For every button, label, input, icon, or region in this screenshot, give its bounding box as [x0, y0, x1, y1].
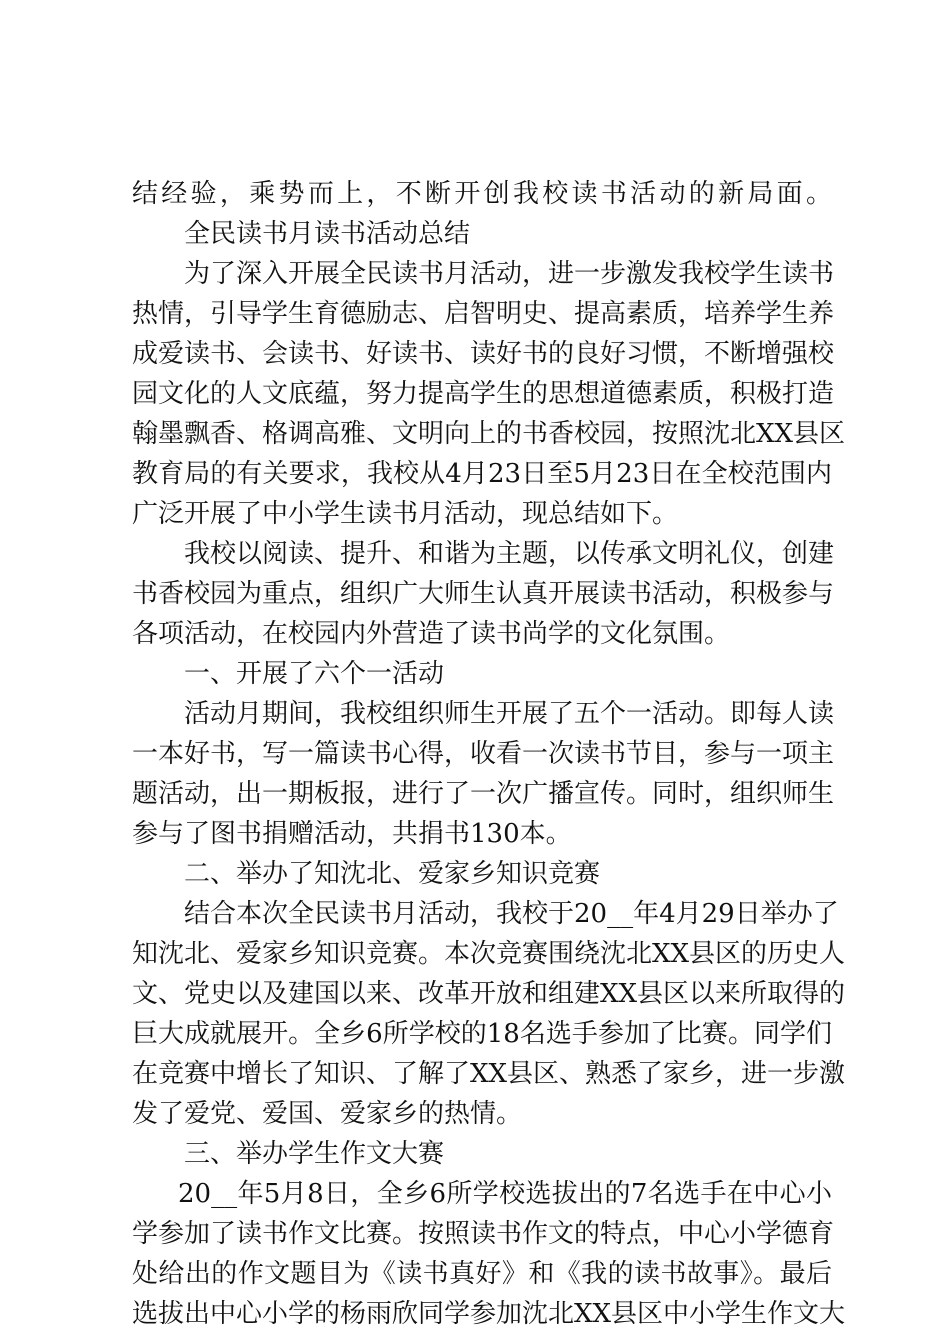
section-title: 全民读书月读书活动总结	[184, 219, 471, 249]
text-line: 发了爱党、爱国、爱家乡的热情。	[132, 1099, 523, 1129]
text-line: 参与了图书捐赠活动，共捐书130本。	[132, 819, 572, 849]
text-line: 教育局的有关要求，我校从4月23日至5月23日在全校范围内	[132, 459, 832, 489]
text-line: 文、党史以及建国以来、改革开放和组建XX县区以来所取得的	[132, 979, 846, 1009]
text-line: 广泛开展了中小学生读书月活动，现总结如下。	[132, 499, 679, 529]
text-line: 选拔出中心小学的杨雨欣同学参加沈北XX县区中小学生作文大	[132, 1299, 846, 1329]
text-line: 各项活动，在校园内外营造了读书尚学的文化氛围。	[132, 619, 731, 649]
text-line: 为了深入开展全民读书月活动，进一步激发我校学生读书	[184, 259, 835, 289]
text-line: 知沈北、爱家乡知识竞赛。本次竞赛围绕沈北XX县区的历史人	[132, 939, 846, 969]
text-line: 活动月期间，我校组织师生开展了五个一活动。即每人读	[184, 699, 835, 729]
text-line: 热情，引导学生育德励志、启智明史、提高素质，培养学生养	[132, 299, 835, 329]
section-heading: 二、举办了知沈北、爱家乡知识竞赛	[184, 859, 601, 889]
section-heading: 一、开展了六个一活动	[184, 659, 445, 689]
text-line: 成爱读书、会读书、好读书、读好书的良好习惯，不断增强校	[132, 339, 835, 369]
text-line: 在竞赛中增长了知识、了解了XX县区、熟悉了家乡，进一步激	[132, 1059, 846, 1089]
text-line: 我校以阅读、提升、和谐为主题，以传承文明礼仪，创建	[184, 539, 835, 569]
text-line: 书香校园为重点，组织广大师生认真开展读书活动，积极参与	[132, 579, 835, 609]
text-line: 一本好书，写一篇读书心得，收看一次读书节目，参与一项主	[132, 739, 835, 769]
text-line: 学参加了读书作文比赛。按照读书作文的特点，中心小学德育	[132, 1219, 835, 1249]
text-line: 翰墨飘香、格调高雅、文明向上的书香校园，按照沈北XX县区	[132, 419, 846, 449]
text-line: 结合本次全民读书月活动，我校于20__年4月29日举办了	[184, 899, 839, 929]
text-line: 题活动，出一期板报，进行了一次广播宣传。同时，组织师生	[132, 779, 835, 809]
text-line: 园文化的人文底蕴，努力提高学生的思想道德素质，积极打造	[132, 379, 835, 409]
text-line: 结经验，乘势而上，不断开创我校读书活动的新局面。	[132, 179, 832, 209]
text-line: 巨大成就展开。全乡6所学校的18名选手参加了比赛。同学们	[132, 1019, 832, 1049]
text-line: 处给出的作文题目为《读书真好》和《我的读书故事》。最后	[132, 1259, 832, 1289]
text-line: 20__年5月8日，全乡6所学校选拔出的7名选手在中心小	[178, 1179, 832, 1209]
section-heading: 三、举办学生作文大赛	[184, 1139, 445, 1169]
